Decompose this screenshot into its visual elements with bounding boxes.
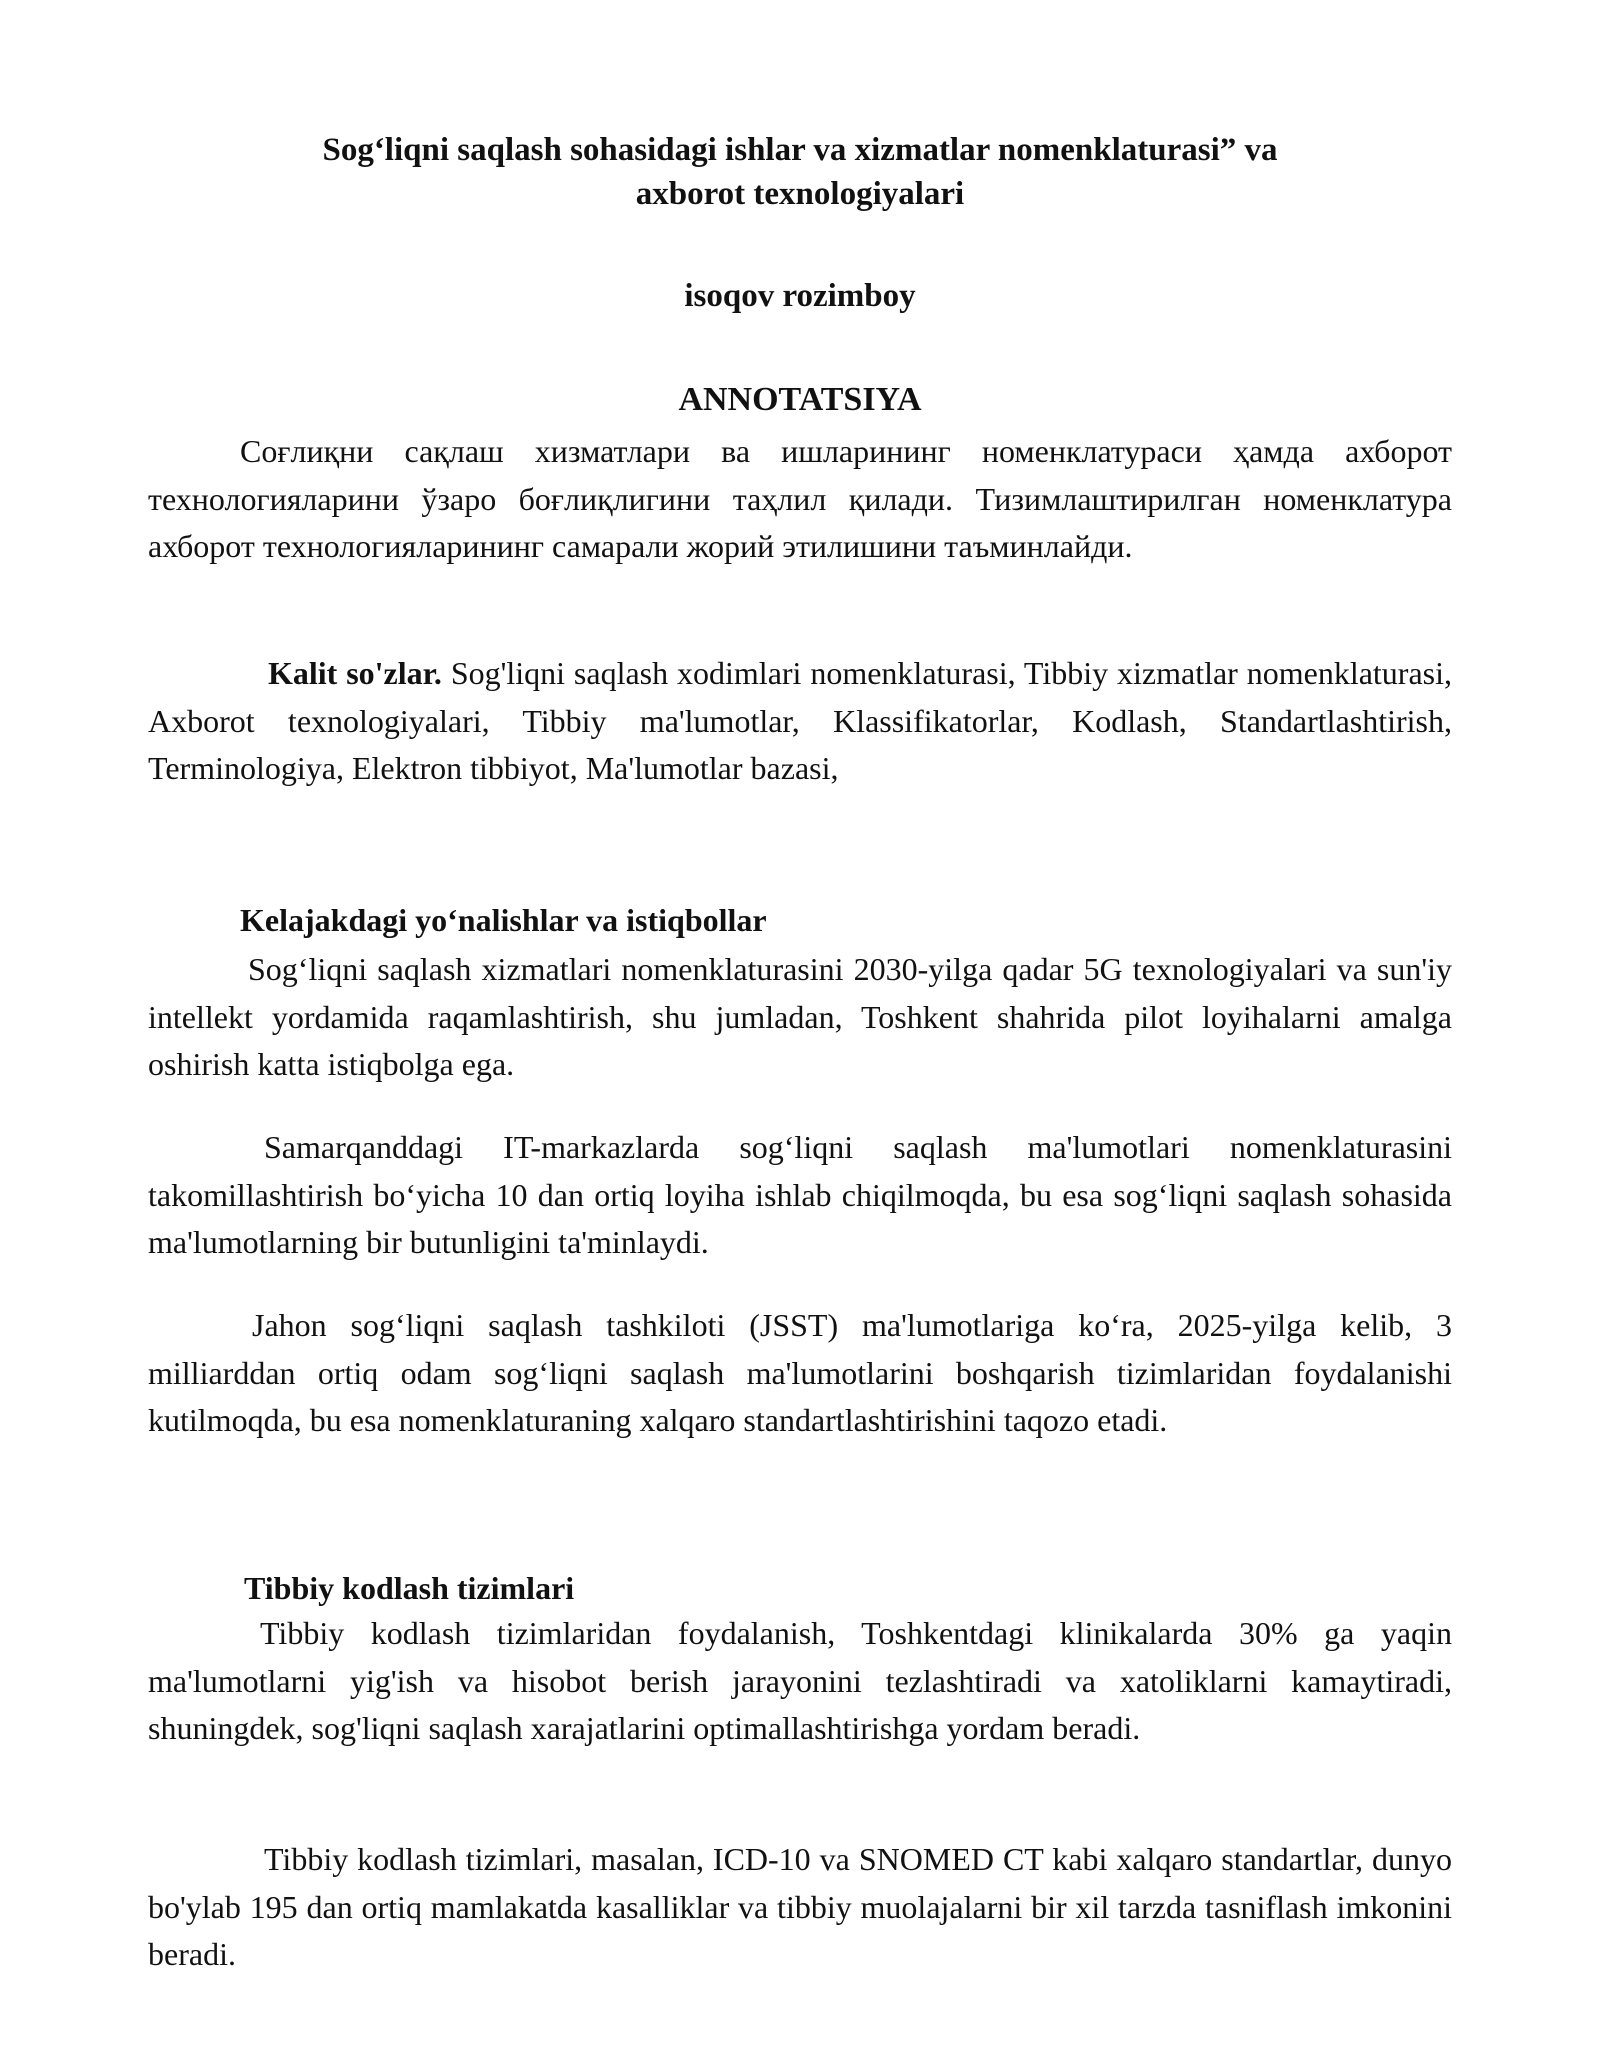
paragraph-coding-1: Tibbiy kodlash tizimlaridan foydalanish, Toshkentdagi klinikalarda 30% ga yaqin ma'lumotlarni yig'ish va hisobot berish jarayonini tezlashtiradi va xatoliklarni kamaytiradi, shuningdek, sog'liqni saqlash xarajatlarini optimallashtirishga yordam beradi. [148,1615,1452,1746]
section-heading-coding: Tibbiy kodlash tizimlari [244,1570,575,1606]
annotation-text: Соғлиқни сақлаш хизматлари ва ишларининг номенклатураси ҳамда ахборот технологияларини ўзаро боғлиқлигини таҳлил қилади. Тизимлаштирилган номенклатура ахборот технологияларининг самарали жорий этилишини таъминлайди. [148,433,1452,564]
title-line-2: axborot texnologiyalari [635,176,965,212]
keywords-label: Kalit so'zlar. [268,655,442,691]
author-name: isoqov rozimboy [684,278,916,314]
annotation-heading: ANNOTATSIYA [678,381,922,418]
section-heading-future: Kelajakdagi yo‘nalishlar va istiqbollar [240,902,767,938]
paragraph-future-3: Jahon sog‘liqni saqlash tashkiloti (JSST) ma'lumotlariga ko‘ra, 2025-yilga kelib, 3 milliarddan ortiq odam sog‘liqni saqlash ma'lumotlarini boshqarish tizimlaridan foydalanishi kutilmoqda, bu esa nomenklaturaning xalqaro standartlashtirishini taqozo etadi. [148,1307,1452,1438]
document-title [148,128,1452,216]
keywords-paragraph [148,650,1452,793]
paragraph-coding-2: Tibbiy kodlash tizimlari, masalan, ICD-10 va SNOMED CT kabi xalqaro standartlar, dunyo bo'ylab 195 dan ortiq mamlakatda kasalliklar va tibbiy muolajalarni bir xil tarzda tasniflash imkonini beradi. [148,1841,1452,1972]
keywords-text: Sog'liqni saqlash xodimlari nomenklaturasi, Tibbiy xizmatlar nomenklaturasi, Axborot texnologiyalari, Tibbiy ma'lumotlar, Klassifikatorlar, Kodlash, Standartlashtirish, Terminologiya, Elektron tibbiyot, Ma'lumotlar bazasi, [148,655,1453,786]
title-line-1: Sog‘liqni saqlash sohasidagi ishlar va xizmatlar nomenklaturasi” va [322,132,1278,168]
paragraph-future-1: Sog‘liqni saqlash xizmatlari nomenklaturasini 2030-yilga qadar 5G texnologiyalari va sun'iy intellekt yordamida raqamlashtirish, shu jumladan, Toshkent shahrida pilot loyihalarni amalga oshirish katta istiqbolga ega. [148,951,1452,1082]
paragraph-future-2: Samarqanddagi IT-markazlarda sog‘liqni saqlash ma'lumotlari nomenklaturasini takomillashtirish bo‘yicha 10 dan ortiq loyiha ishlab chiqilmoqda, bu esa sog‘liqni saqlash sohasida ma'lumotlarning bir butunligini ta'minlaydi. [148,1129,1452,1260]
